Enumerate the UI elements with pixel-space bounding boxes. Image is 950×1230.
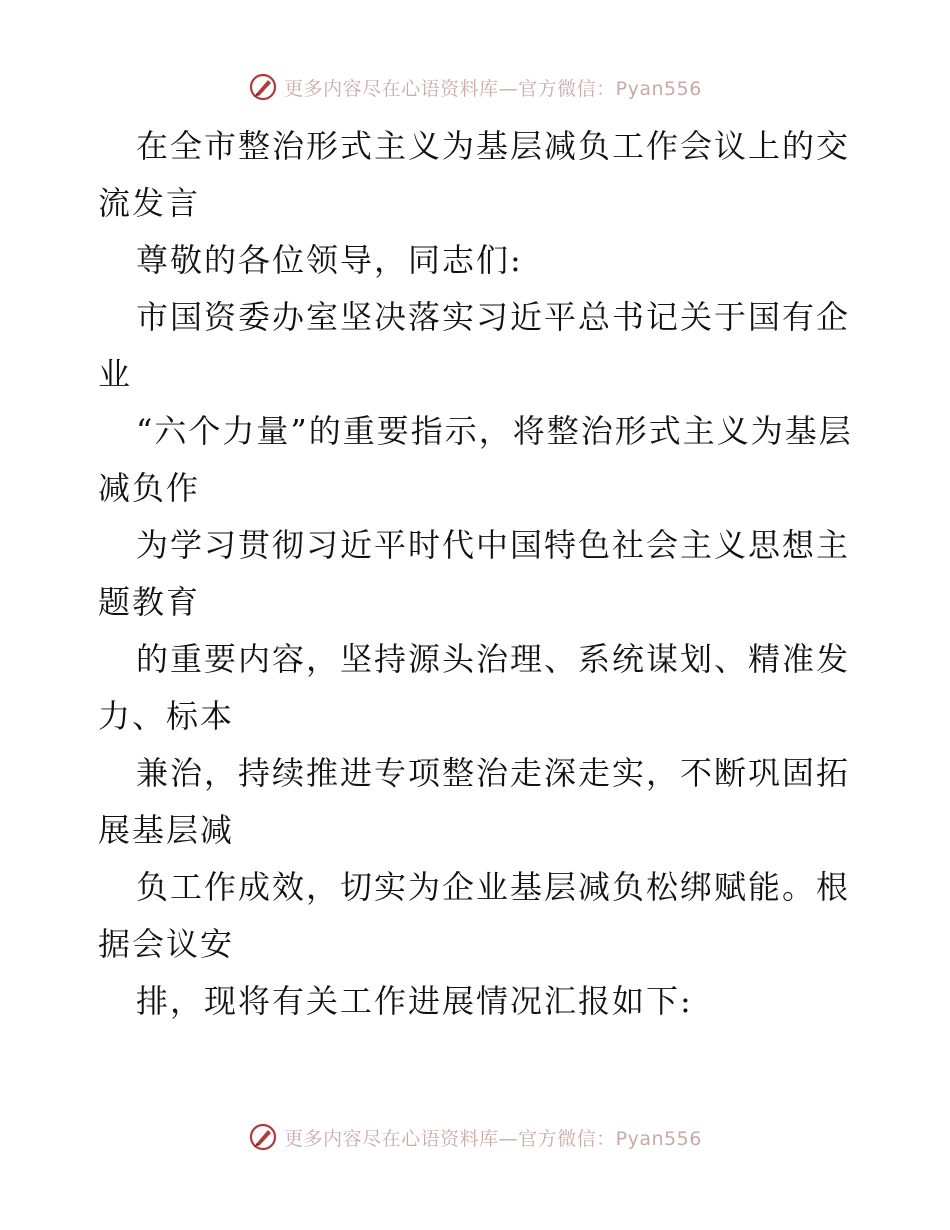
paragraph-line: 兼治，持续推进专项整治走深走实，不断巩固拓展基层减 [98,754,851,849]
paragraph-line: 市国资委办室坚决落实习近平总书记关于国有企业 [98,298,851,393]
watermark-text: 更多内容尽在心语资料库—官方微信：Pyan556 [284,1127,702,1150]
watermark-text: 更多内容尽在心语资料库—官方微信：Pyan556 [284,77,702,100]
pen-circle-logo-icon [248,72,278,102]
header-watermark [0,72,950,102]
document-title: 在全市整治形式主义为基层减负工作会议上的交流发言 [98,127,851,222]
document-body [98,118,858,1030]
paragraph-line: 排，现将有关工作进展情况汇报如下: [136,982,693,1020]
paragraph-line: 的重要内容，坚持源头治理、系统谋划、精准发力、标本 [98,640,851,735]
paragraph-line: 尊敬的各位领导，同志们: [136,241,523,279]
pen-circle-logo-icon [248,1122,278,1152]
paragraph-line: “六个力量”的重要指示，将整治形式主义为基层减负作 [98,412,853,507]
paragraph-line: 负工作成效，切实为企业基层减负松绑赋能。根据会议安 [98,868,851,963]
paragraph-line: 为学习贯彻习近平时代中国特色社会主义思想主题教育 [98,526,851,621]
footer-watermark [0,1122,950,1152]
